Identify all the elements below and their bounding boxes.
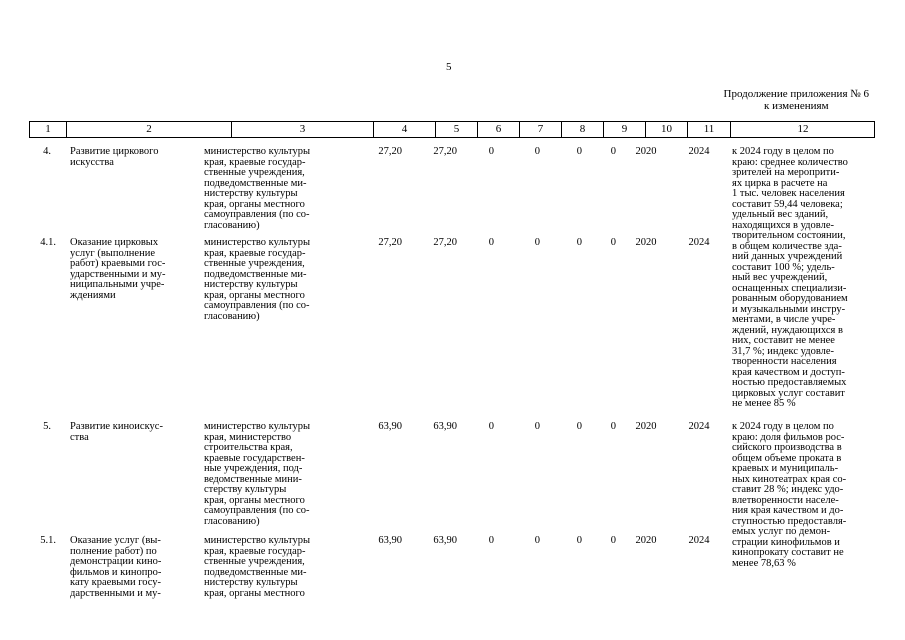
row-col-9: 0 <box>610 535 616 546</box>
row-col-4: 63,90 <box>378 421 402 432</box>
row-col-10: 2020 <box>635 146 657 157</box>
row-col-11: 2024 <box>688 535 710 546</box>
caption-line-1: Продолжение приложения № 6 <box>723 88 869 100</box>
row-col-6: 0 <box>488 535 494 546</box>
row-col-7: 0 <box>534 146 540 157</box>
row-name: Развитие циркового искусства <box>70 146 159 168</box>
row-col-6: 0 <box>488 146 494 157</box>
row-col-8: 0 <box>576 237 582 248</box>
row-executor: министерство культуры края, краевые государ- ственные учреждения, подведомственные ми- нистерству культуры края, органы местного <box>204 535 311 599</box>
appendix-caption <box>724 88 869 112</box>
row-col-9: 0 <box>610 146 616 157</box>
row-col-5: 63,90 <box>433 535 457 546</box>
row-executor: министерство культуры края, краевые государ- ственные учреждения, подведомственные ми- нистерству культуры края, органы местного самоуправления (по со- гласованию) <box>204 146 311 231</box>
row-col-7: 0 <box>534 237 540 248</box>
row-number: 5. <box>43 421 51 432</box>
row-col-10: 2020 <box>635 535 657 546</box>
header-col-2: 2 <box>66 122 231 137</box>
row-result-4: к 2024 году в целом по краю: среднее количество зрителей на мероприти- ях цирка в расчете на 1 тыс. человек населения составит 59,44 человека; удельный вес зданий, находящихся в удовле- творительном состоянии, в общем количестве зда- ний данных учреждений составит 100 %; удель- ный вес учреждений, оснащенных специализи- рованным оборудованием и музыкальными инстру- ментами, в числе учре- ждений, нуждающихся в них, составит не менее 31,7 %; индекс удовле- творенности населения края качеством и доступ- ностью предоставляемых цирковых услуг составит не менее 85 % <box>732 146 848 409</box>
row-number: 4. <box>43 146 51 157</box>
row-result-5: к 2024 году в целом по краю: доля фильмов рос- сийского производства в общем объеме проката в краевых и муниципаль- ных кинотеатрах края со- ставит 28 %; индекс удо- влетворенности населе- ния края качеством и до- ступностью предоставля- емых услуг по демон- страции кинофильмов и кинопрокату составит не менее 78,63 % <box>732 421 847 569</box>
row-col-8: 0 <box>576 535 582 546</box>
row-col-11: 2024 <box>688 146 710 157</box>
row-col-5: 27,20 <box>433 237 457 248</box>
page-number: 5 <box>446 61 452 73</box>
row-col-9: 0 <box>610 237 616 248</box>
row-col-7: 0 <box>534 421 540 432</box>
row-col-10: 2020 <box>635 421 657 432</box>
header-col-8: 8 <box>561 122 603 137</box>
row-col-4: 27,20 <box>378 146 402 157</box>
row-number: 5.1. <box>40 535 56 546</box>
row-col-7: 0 <box>534 535 540 546</box>
row-col-8: 0 <box>576 146 582 157</box>
row-col-9: 0 <box>610 421 616 432</box>
header-col-10: 10 <box>645 122 687 137</box>
table-header-row <box>29 121 875 138</box>
header-col-4: 4 <box>373 122 435 137</box>
header-col-3: 3 <box>231 122 373 137</box>
row-col-6: 0 <box>488 237 494 248</box>
row-col-4: 27,20 <box>378 237 402 248</box>
row-col-8: 0 <box>576 421 582 432</box>
row-executor: министерство культуры края, краевые государ- ственные учреждения, подведомственные ми- нистерству культуры края, органы местного самоуправления (по со- гласованию) <box>204 237 311 322</box>
header-col-5: 5 <box>435 122 477 137</box>
header-col-12: 12 <box>730 122 875 137</box>
header-col-11: 11 <box>687 122 730 137</box>
row-col-10: 2020 <box>635 237 657 248</box>
row-col-5: 63,90 <box>433 421 457 432</box>
header-col-7: 7 <box>519 122 561 137</box>
row-executor: министерство культуры края, министерство строительства края, краевые государствен- ные учреждения, под- ведомственные мини- стерству культуры края, органы местного самоуправления (по со- гласованию) <box>204 421 311 527</box>
row-col-11: 2024 <box>688 237 710 248</box>
caption-line-2: к изменениям <box>763 100 829 112</box>
row-col-6: 0 <box>488 421 494 432</box>
row-number: 4.1. <box>40 237 56 248</box>
header-col-9: 9 <box>603 122 645 137</box>
row-name: Оказание услуг (вы- полнение работ) по демонстрации кино- фильмов и кинопро- кату краевыми госу- дарственными и му- <box>70 535 162 599</box>
row-col-4: 63,90 <box>378 535 402 546</box>
row-name: Развитие киноискус- ства <box>70 421 163 443</box>
header-col-1: 1 <box>45 123 51 135</box>
header-col-6: 6 <box>477 122 519 137</box>
row-col-11: 2024 <box>688 421 710 432</box>
row-name: Оказание цирковых услуг (выполнение работ) краевыми гос- ударственными и му- ниципальными учре- ждениями <box>70 237 166 301</box>
row-col-5: 27,20 <box>433 146 457 157</box>
